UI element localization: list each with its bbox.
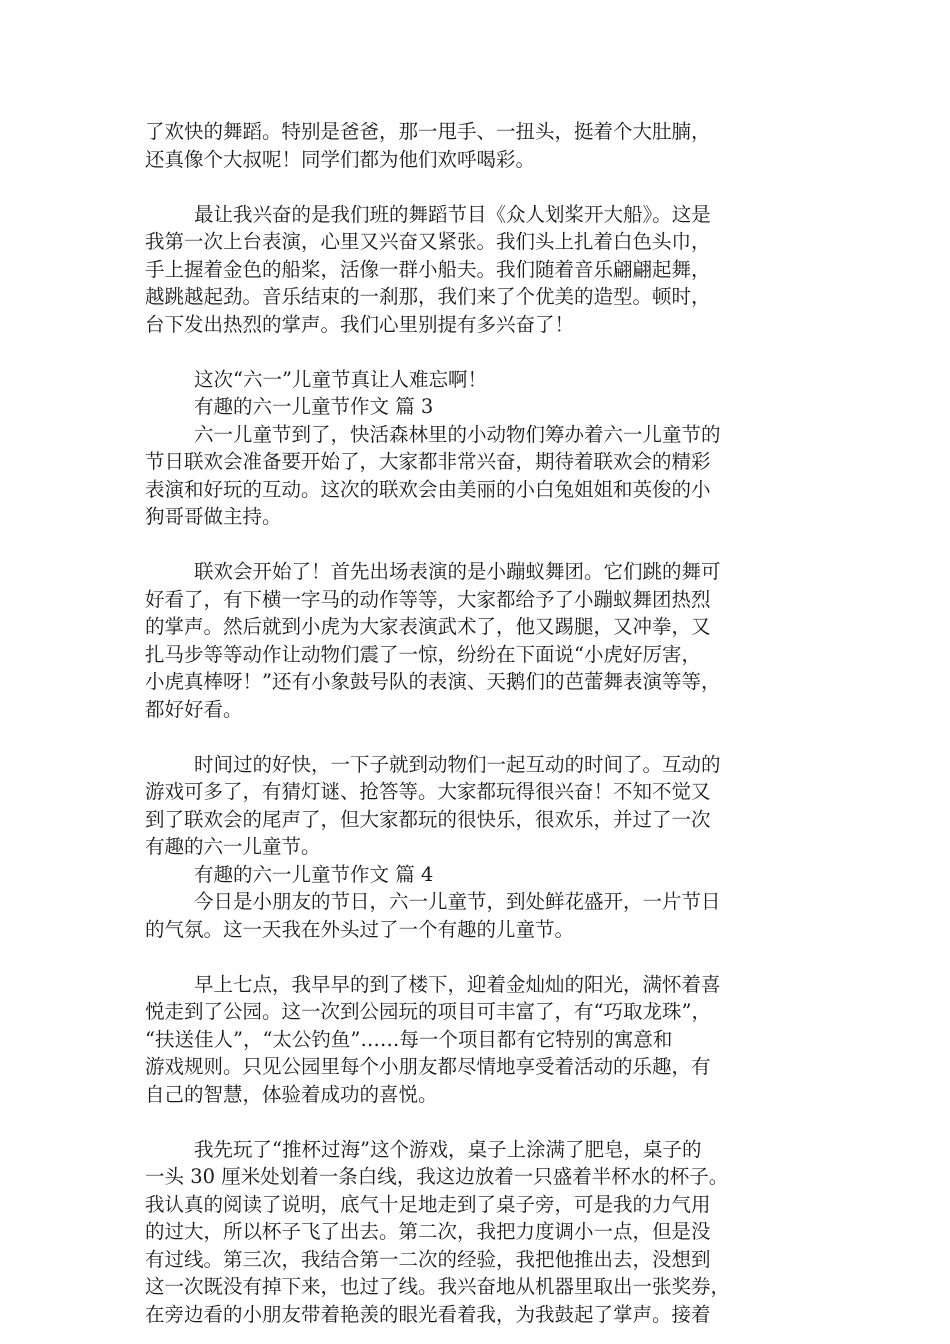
text-line: 自己的智慧，体验着成功的喜悦。 [145,1082,438,1106]
text-line: 这一次既没有掉下来，也过了线。我兴奋地从机器里取出一张奖券， [145,1275,731,1298]
text-line: 手上握着金色的船桨，活像一群小船夫。我们随着音乐翩翩起舞， [145,257,711,281]
text-line: 在旁边看的小朋友带着艳羡的眼光看着我，为我鼓起了掌声。接着 [145,1302,711,1326]
text-line: 扎马步等等动作让动物们震了一惊，纷纷在下面说“小虎好厉害， [145,642,701,666]
paragraph [145,888,810,943]
text-line: 游戏规则。只见公园里每个小朋友都尽情地享受着活动的乐趣，有 [145,1055,711,1078]
text-line: 好看了，有下横一字马的动作等等，大家都给予了小蹦蚁舞团热烈 [145,587,711,611]
paragraph [145,421,810,531]
text-line: 这次“六一”儿童节真让人难忘啊！ [194,367,487,391]
section-heading [145,393,810,421]
text-line: 游戏可多了，有猜灯谜、抢答等。大家都玩得很兴奋！不知不觉又 [145,780,711,803]
text-line: 表演和好玩的互动。这次的联欢会由美丽的小白兔姐姐和英俊的小 [145,477,711,501]
text-line: 我认真的阅读了说明，底气十足地走到了桌子旁，可是我的力气用 [145,1192,711,1216]
text-line: 一头 30 厘米处划着一条白线，我这边放着一只盛着半杯水的杯子。 [145,1165,729,1188]
text-line: 有趣的六一儿童节作文 篇 4 [194,862,434,886]
text-line: 早上七点，我早早的到了楼下，迎着金灿灿的阳光，满怀着喜 [194,972,721,996]
text-line: 的气氛。这一天我在外头过了一个有趣的儿童节。 [145,917,575,941]
section-heading [145,861,810,889]
text-line: 台下发出热烈的掌声。我们心里别提有多兴奋了！ [145,312,575,336]
text-line: 有过线。第三次，我结合第一二次的经验，我把他推出去，没想到 [145,1247,711,1271]
paragraph [145,1136,810,1329]
text-line: 越跳越起劲。音乐结束的一刹那，我们来了个优美的造型。顿时， [145,285,711,308]
text-line: 六一儿童节到了，快活森林里的小动物们筹办着六一儿童节的 [194,422,721,446]
text-line: 节日联欢会准备要开始了，大家都非常兴奋，期待着联欢会的精彩 [145,450,711,473]
text-line: 最让我兴奋的是我们班的舞蹈节目《众人划桨开大船》。这是 [194,202,711,226]
text-line: 小虎真棒呀！”还有小象鼓号队的表演、天鹅们的芭蕾舞表演等等， [145,670,721,693]
document-body [145,118,810,1328]
text-line: 联欢会开始了！首先出场表演的是小蹦蚁舞团。它们跳的舞可 [194,560,721,583]
paragraph [145,971,810,1109]
paragraph [145,751,810,861]
text-line: 今日是小朋友的节日，六一儿童节，到处鲜花盛开，一片节日 [194,890,721,913]
text-line: 都好好看。 [145,697,243,721]
text-line: “扶送佳人”，“太公钓鱼”……每一个项目都有它特别的寓意和 [145,1027,673,1051]
text-line: 还真像个大叔呢！同学们都为他们欢呼喝彩。 [145,147,536,171]
text-line: 我第一次上台表演，心里又兴奋又紧张。我们头上扎着白色头巾， [145,230,711,253]
text-line: 我先玩了“推杯过海”这个游戏，桌子上涂满了肥皂，桌子的 [194,1137,702,1161]
text-line: 了欢快的舞蹈。特别是爸爸，那一甩手、一扭头，挺着个大肚腩， [145,120,711,143]
text-line: 的掌声。然后就到小虎为大家表演武术了，他又踢腿，又冲拳，又 [145,615,711,638]
text-line: 有趣的六一儿童节。 [145,835,321,858]
text-line: 时间过的好快，一下子就到动物们一起互动的时间了。互动的 [194,752,721,776]
text-line: 悦走到了公园。这一次到公园玩的项目可丰富了，有“巧取龙珠”， [145,1000,711,1023]
paragraph [145,558,810,723]
paragraph [145,366,810,394]
text-line: 的过大，所以杯子飞了出去。第二次，我把力度调小一点，但是没 [145,1220,711,1243]
paragraph [145,118,810,173]
paragraph [145,201,810,339]
text-line: 到了联欢会的尾声了，但大家都玩的很快乐，很欢乐，并过了一次 [145,807,711,831]
text-line: 狗哥哥做主持。 [145,505,282,528]
text-line: 有趣的六一儿童节作文 篇 3 [194,395,434,418]
